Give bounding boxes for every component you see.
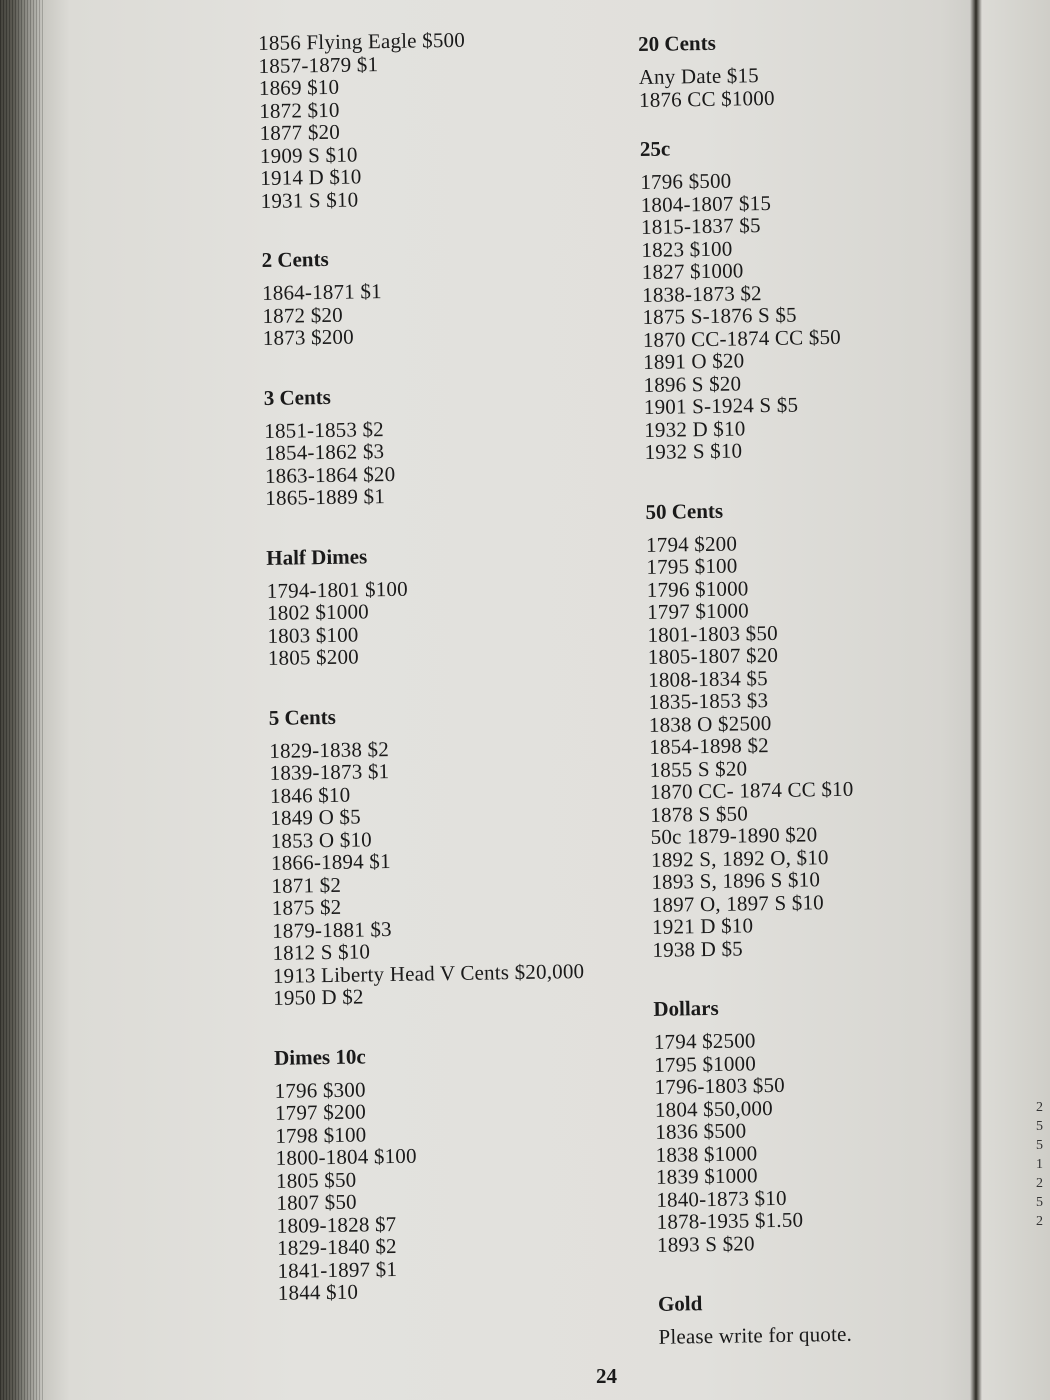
list-item: 1872 $10 [259, 97, 340, 123]
list-item: 1849 O $5 [270, 804, 361, 830]
list-item: 1891 O $20 [642, 348, 745, 374]
list-item: 1878-1935 $1.50 [656, 1207, 804, 1234]
section-heading: 2 Cents [261, 246, 329, 272]
list-item: 1871 $2 [271, 872, 342, 898]
flying-eagle-list [258, 26, 621, 212]
list-item: 1897 O, 1897 S $10 [651, 889, 825, 917]
edge-digit: 2 [1036, 1176, 1043, 1191]
list-item: 1805-1807 $20 [647, 642, 779, 669]
list-item: 1877 $20 [259, 119, 341, 145]
list-item: 1855 S $20 [649, 755, 748, 782]
dimes-section [274, 1040, 638, 1305]
list-item: 1870 CC- 1874 CC $10 [649, 776, 854, 804]
list-item: 1932 S $10 [644, 438, 743, 464]
list-item: 1829-1838 $2 [269, 736, 390, 763]
list-item: 1932 D $10 [644, 415, 746, 442]
list-item: 1795 $1000 [654, 1050, 757, 1077]
list-item: 1815-1837 $5 [640, 213, 761, 239]
list-item: 1866-1894 $1 [270, 849, 391, 875]
page-number: 24 [596, 1364, 617, 1388]
list-item: 1844 $10 [277, 1279, 359, 1305]
list-item: 1879-1881 $3 [271, 916, 392, 943]
list-item: 1870 CC-1874 CC $50 [642, 324, 842, 352]
list-item: 1809-1828 $7 [276, 1211, 397, 1238]
gold-section [658, 1287, 959, 1348]
list-item: 1938 D $5 [652, 935, 744, 962]
half-dimes-section [266, 540, 628, 670]
section-heading: Dollars [653, 995, 719, 1021]
quarters-section [640, 132, 945, 463]
section-heading: 3 Cents [263, 384, 332, 410]
list-item: 1798 $100 [275, 1121, 367, 1148]
fifty-cents-section [645, 495, 952, 961]
list-item: 1896 S $20 [643, 370, 742, 397]
edge-digit: 1 [1036, 1157, 1043, 1172]
list-item: 1796 $500 [640, 168, 732, 194]
list-item: 1796-1803 $50 [654, 1072, 786, 1099]
list-item: 1873 $200 [262, 324, 355, 350]
right-column [638, 27, 959, 1348]
list-item: 1797 $1000 [646, 598, 750, 624]
list-item: 1875 S-1876 S $5 [642, 302, 797, 329]
list-item: 1838-1873 $2 [641, 280, 762, 307]
list-item: 1838 $1000 [655, 1140, 758, 1167]
list-item: 1893 S $20 [656, 1230, 755, 1257]
list-item: 1839-1873 $1 [269, 759, 390, 785]
edge-digit: 5 [1036, 1119, 1043, 1134]
gold-note: Please write for quote. [658, 1321, 853, 1349]
list-item: 1893 S, 1896 S $10 [651, 867, 821, 894]
list-item: 1921 D $10 [651, 913, 754, 939]
list-item: 1805 $50 [275, 1167, 357, 1193]
list-item: 1812 S $10 [272, 939, 371, 965]
list-item: Any Date $15 [638, 63, 760, 89]
edge-digit: 5 [1036, 1195, 1043, 1210]
page-stack-edge [0, 0, 44, 1400]
section-heading: Dimes 10c [273, 1043, 366, 1070]
left-column [258, 26, 638, 1304]
list-item: 1795 $100 [646, 553, 738, 579]
list-item: 1914 D $10 [260, 164, 362, 190]
list-item: 1827 $1000 [641, 258, 744, 284]
list-item: 1901 S-1924 S $5 [643, 392, 799, 419]
list-item: 1931 S $10 [260, 186, 359, 213]
list-item: 1801-1803 $50 [647, 620, 778, 647]
list-item: 1864-1871 $1 [261, 279, 382, 305]
list-item: 1800-1804 $100 [275, 1143, 417, 1170]
list-item: 1863-1864 $20 [264, 461, 396, 488]
list-item: 1805 $200 [267, 644, 360, 670]
list-item: 1829-1840 $2 [276, 1233, 397, 1260]
list-item: 1851-1853 $2 [264, 416, 385, 443]
list-item: 1853 O $10 [270, 826, 373, 853]
list-item: 1841-1897 $1 [277, 1256, 398, 1283]
list-item: 1857-1879 $1 [258, 51, 379, 78]
list-item: 1875 $2 [271, 894, 342, 920]
list-item: 1823 $100 [641, 236, 733, 262]
list-item: 1865-1889 $1 [265, 484, 386, 510]
list-item: 1796 $300 [274, 1076, 366, 1103]
list-item: 1854-1898 $2 [649, 733, 770, 759]
list-item: 1913 Liberty Head V Cents $20,000 [272, 958, 585, 988]
list-item: 1804 $50,000 [654, 1095, 774, 1122]
section-heading: Gold [657, 1291, 703, 1316]
two-cents-section [261, 242, 623, 349]
list-item: 1794 $2500 [653, 1028, 756, 1054]
list-item: 1909 S $10 [259, 141, 358, 168]
list-item: 1840-1873 $10 [656, 1185, 787, 1212]
section-heading: 5 Cents [268, 704, 337, 730]
list-item: 1856 Flying Eagle $500 [257, 27, 466, 55]
edge-digit: 2 [1036, 1214, 1043, 1229]
three-cents-section [264, 380, 626, 510]
list-item: 1807 $50 [276, 1189, 357, 1215]
five-cents-section [269, 700, 634, 1010]
twenty-cents-section [638, 27, 939, 111]
section-heading: Half Dimes [266, 543, 368, 570]
list-item: 1838 O $2500 [648, 710, 772, 737]
list-item: 1794-1801 $100 [266, 576, 408, 603]
list-item: 1804-1807 $15 [640, 190, 772, 217]
list-item: 1846 $10 [269, 782, 351, 808]
list-item: 1869 $10 [258, 74, 340, 100]
list-item: 1802 $1000 [266, 599, 370, 625]
list-item: 1892 S, 1892 O, $10 [650, 844, 829, 872]
list-item: 1794 $200 [645, 531, 738, 557]
section-heading: 25c [639, 136, 671, 161]
dollars-section [653, 992, 957, 1256]
facing-page-edge [1036, 1098, 1050, 1231]
list-item: 1797 $200 [274, 1099, 367, 1125]
section-heading: 50 Cents [645, 498, 724, 524]
section-heading: 20 Cents [638, 30, 716, 56]
list-item: 1878 S $50 [650, 800, 749, 827]
list-item: 1872 $20 [262, 302, 343, 328]
list-item: 1836 $500 [655, 1118, 747, 1144]
edge-digit: 5 [1036, 1138, 1043, 1153]
list-item: 1950 D $2 [272, 984, 364, 1010]
list-item: 1876 CC $1000 [638, 85, 775, 112]
list-item: 1854-1862 $3 [264, 439, 385, 465]
edge-digit: 2 [1036, 1100, 1043, 1115]
list-item: 1796 $1000 [646, 575, 749, 602]
list-item: 1808-1834 $5 [647, 665, 769, 692]
list-item: 1803 $100 [267, 621, 359, 648]
list-item: 1835-1853 $3 [648, 688, 769, 714]
list-item: 1839 $1000 [655, 1163, 758, 1189]
list-item: 50c 1879-1890 $20 [650, 822, 818, 849]
